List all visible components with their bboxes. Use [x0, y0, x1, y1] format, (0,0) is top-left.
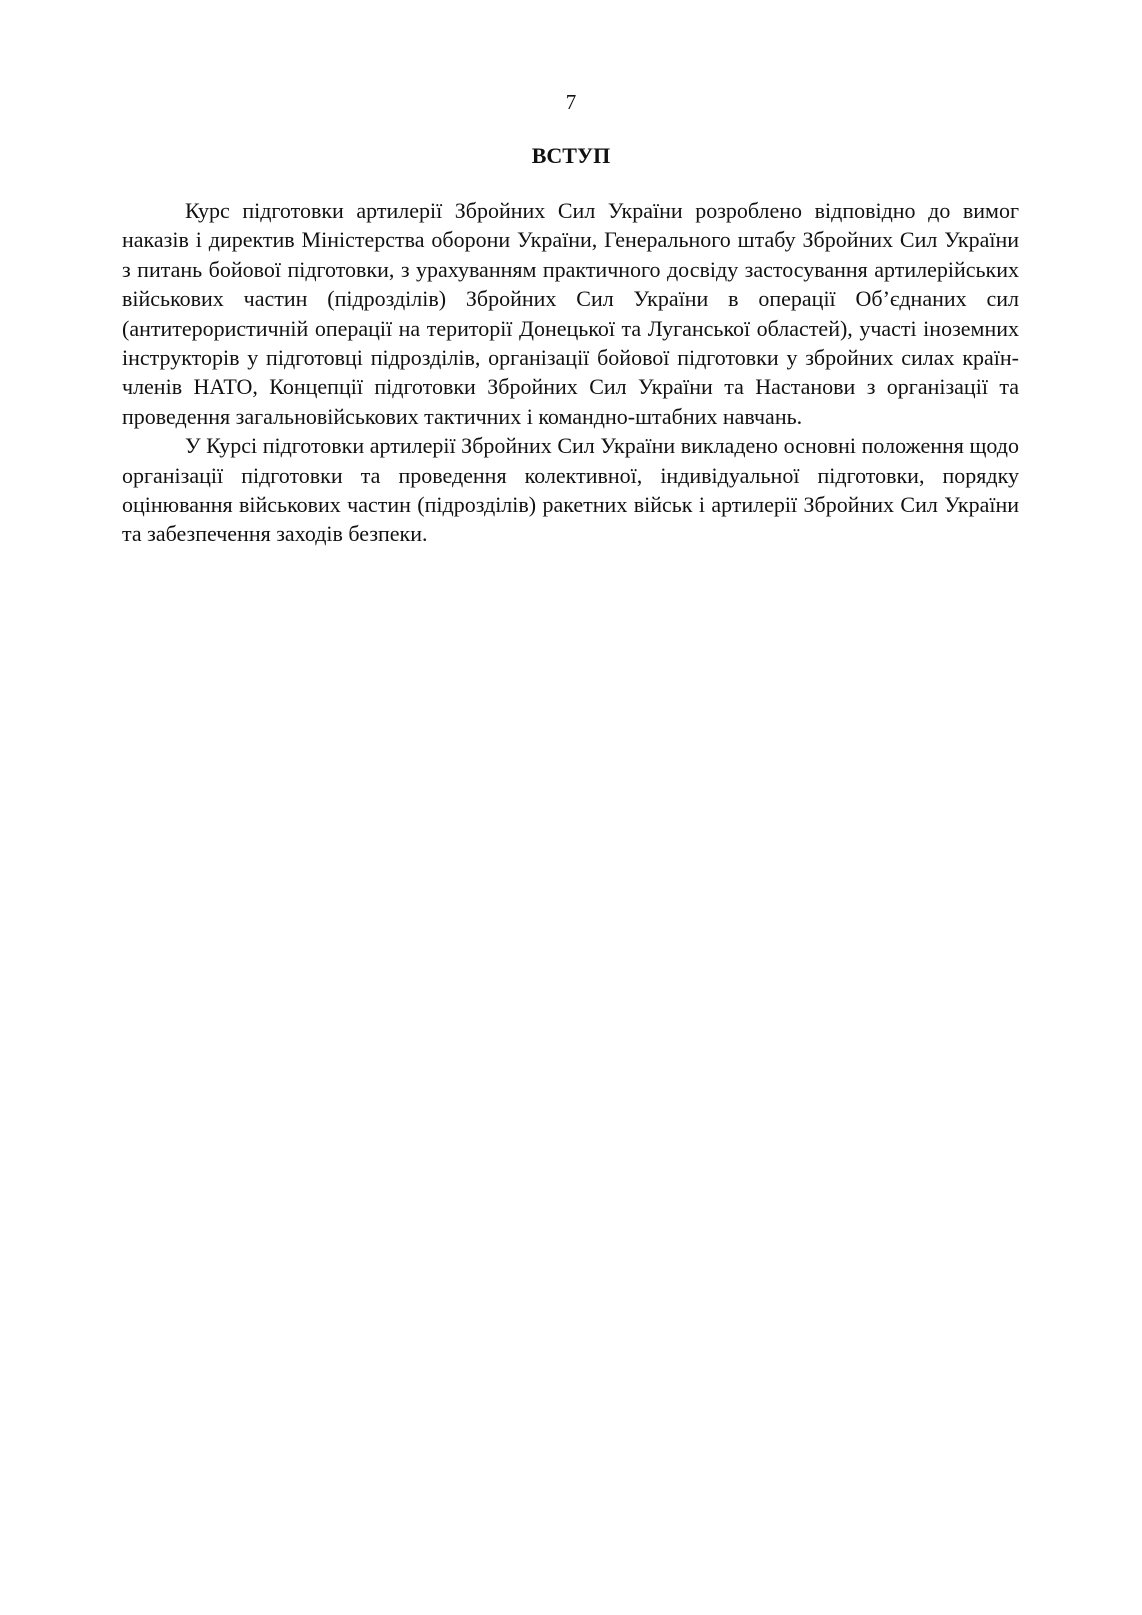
paragraph-contents: У Курсі підготовки артилерії Збройних Сил України викладено основні положення щодо організації підготовки та проведення колективної, індивідуальної підготовки, порядку оцінювання військових частин (підрозділів) ракетних військ і артилерії Збройних Сил України та забезпечення заходів безпеки. [122, 433, 1019, 547]
page-number: 7 [565, 90, 577, 114]
body-text [122, 196, 1019, 549]
paragraph-intro: Курс підготовки артилерії Збройних Сил України розроблено відповідно до вимог наказів і директив Міністерства оборони України, Генерального штабу Збройних Сил України з питань бойової підготовки, з урахуванням практичного досвіду застосування артилерійських військових частин (підрозділів) Збройних Сил України в операції Об’єднаних сил (антитерористичній операції на території Донецької та Луганської областей), участі іноземних інструкторів у підготовці підрозділів, організації бойової підготовки у збройних силах країн-членів НАТО, Концепції підготовки Збройних Сил України та Настанови з організації та проведення загальновійськових тактичних і командно-штабних навчань. [122, 198, 1019, 429]
section-heading: ВСТУП [531, 143, 611, 168]
